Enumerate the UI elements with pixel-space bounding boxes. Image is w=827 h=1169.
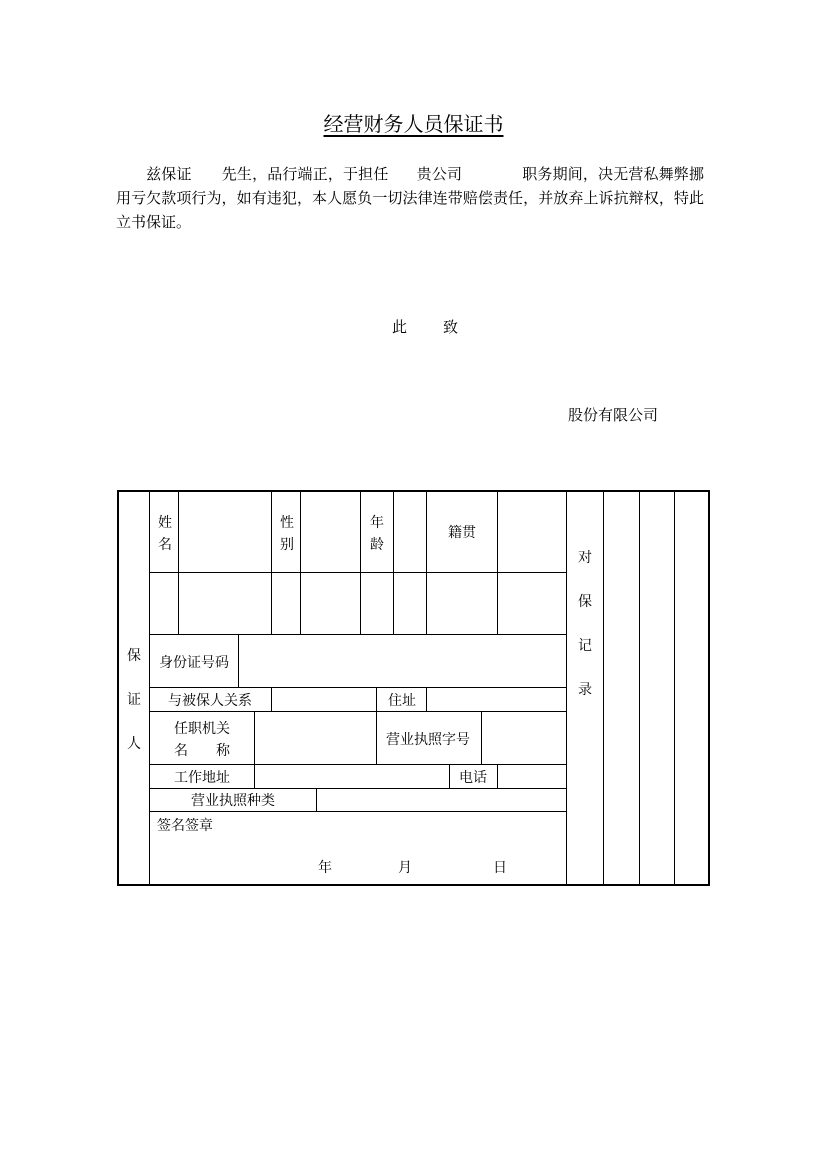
age-label: 年龄 [370, 515, 384, 553]
col-relation-value [376, 687, 377, 712]
license-type-label: 营业执照种类 [191, 793, 275, 809]
body-part-3: 贵公司 [416, 165, 463, 183]
phone-label: 电话 [459, 770, 487, 786]
col-name-value [271, 491, 272, 635]
id-label: 身份证号码 [159, 655, 229, 671]
divider-record [566, 491, 567, 885]
body-part-1: 兹保证 [146, 165, 192, 183]
col-gender-value [360, 491, 361, 635]
employer-label-2: 名 称 [174, 743, 230, 759]
row-line-3 [149, 687, 567, 688]
col-work-address-value [449, 764, 450, 789]
col-relation-label [271, 687, 272, 712]
name-label: 姓名 [158, 515, 172, 553]
col-name-label [178, 491, 179, 635]
signature-label: 签名签章 [157, 818, 213, 834]
col-license-type-label [316, 788, 317, 812]
guarantor-label: 保证人 [127, 648, 141, 752]
license-no-label: 营业执照字号 [386, 732, 470, 748]
col-age-label [393, 491, 394, 635]
record-col-1 [603, 491, 604, 885]
col-license-no-label [481, 711, 482, 765]
row-line-2 [149, 634, 567, 635]
gender-label: 性别 [280, 515, 294, 553]
col-gender-label [300, 491, 301, 635]
year-label: 年 [318, 860, 332, 876]
form-border-bottom [117, 884, 710, 886]
record-col-2 [639, 491, 640, 885]
col-origin-label [497, 491, 498, 635]
month-label: 月 [398, 860, 412, 876]
closing-zhi: 致 [443, 318, 459, 336]
page-title: 经营财务人员保证书 [323, 112, 504, 136]
body-part-2: 先生，品行端正，于担任 [221, 165, 389, 183]
address-label: 住址 [388, 693, 416, 709]
day-label: 日 [493, 860, 507, 876]
form-border-left [117, 490, 119, 886]
col-age-value [426, 491, 427, 635]
col-phone-label [497, 764, 498, 789]
col-address-label [426, 687, 427, 712]
form-border-top [117, 490, 710, 492]
company-name: 股份有限公司 [568, 406, 659, 424]
col-id-label [238, 634, 239, 688]
row-line-1 [149, 572, 567, 573]
relation-label: 与被保人关系 [168, 693, 252, 709]
col-employer-value [376, 711, 377, 765]
employer-label-1: 任职机关 [174, 721, 230, 737]
guarantee-paragraph [116, 162, 704, 234]
closing-cizhi [392, 316, 458, 337]
body-part-4: 职务期间，决无营私舞弊挪用亏欠款项行为，如有违犯，本人愿负一切法律连带赔偿责任，并放弃上诉抗辩权，特此立书保证。 [116, 165, 704, 231]
record-col-3 [674, 491, 675, 885]
col-employer-label [254, 711, 255, 789]
row-line-5 [149, 764, 567, 765]
record-label: 对保记录 [578, 550, 592, 698]
form-border-right [708, 490, 710, 886]
work-address-label: 工作地址 [174, 770, 230, 786]
origin-label: 籍贯 [448, 525, 476, 541]
closing-ci: 此 [392, 318, 408, 336]
divider-guarantor [149, 491, 150, 885]
